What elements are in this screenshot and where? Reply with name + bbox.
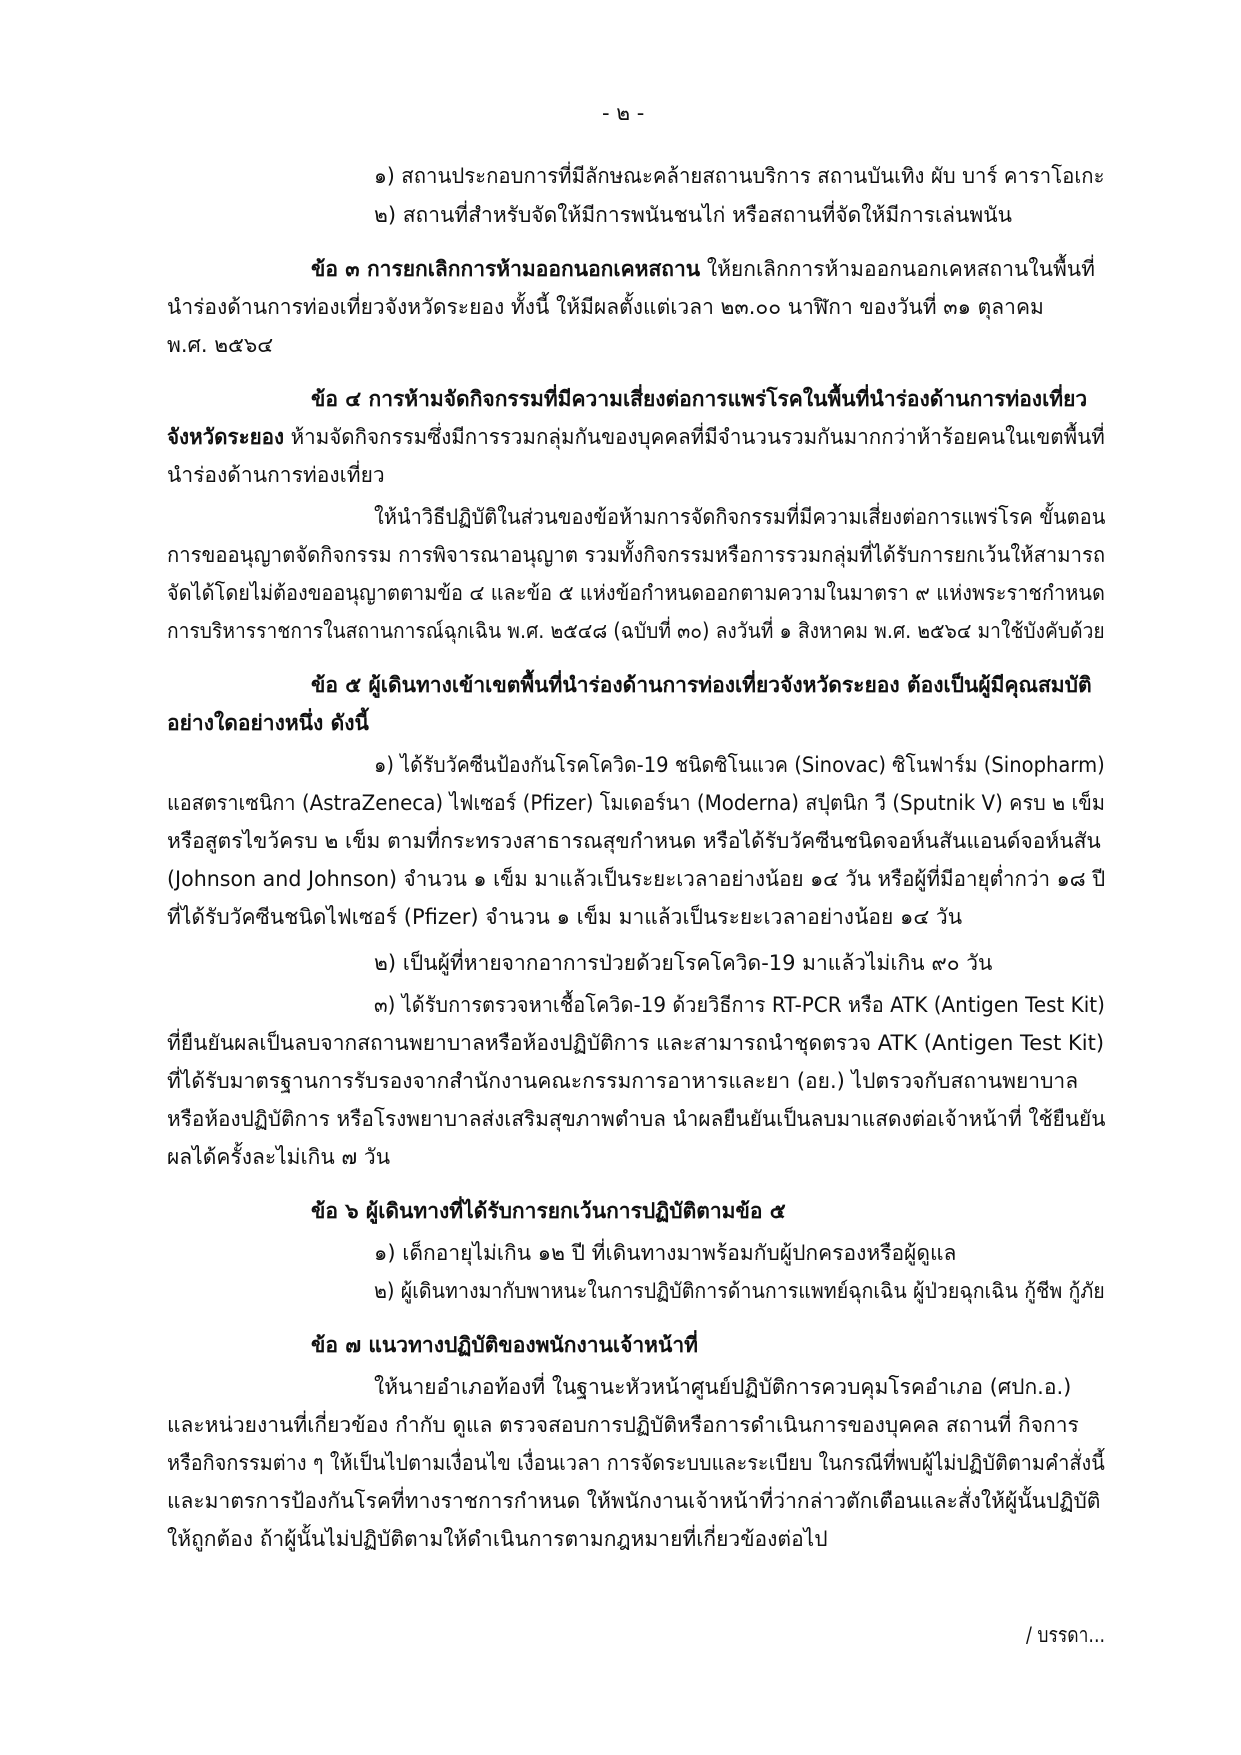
- clause4-para2-line1: ให้นำวิธีปฏิบัติในส่วนของข้อห้ามการจัดกิจกรรมที่มีความเสี่ยงต่อการแพร่โรค ขั้นตอน: [374, 505, 1106, 529]
- clause5-sub1-line2: แอสตราเซนิกา (AstraZeneca) ไฟเซอร์ (Pfizer) โมเดอร์นา (Moderna) สปุตนิก วี (Sputnik V) ครบ ๒ เข็ม: [167, 791, 1105, 815]
- clause3-line1-rest: ให้ยกเลิกการห้ามออกนอกเคหสถานในพื้นที่: [700, 257, 1095, 281]
- clause7-para-line4: และมาตรการป้องกันโรคที่ทางราชการกำหนด ให้พนักงานเจ้าหน้าที่ว่ากล่าวตักเตือนและสั่งให้ผู้นั้นปฏิบัติ: [167, 1489, 1101, 1513]
- page-number: - ๒ -: [602, 101, 645, 125]
- clause4-heading-line1: ข้อ ๔ การห้ามจัดกิจกรรมที่มีความเสี่ยงต่อการแพร่โรคในพื้นที่นำร่องด้านการท่องเที่ยว: [311, 387, 1088, 411]
- clause3-line2: นำร่องด้านการท่องเที่ยวจังหวัดระยอง ทั้งนี้ ให้มีผลตั้งแต่เวลา ๒๓.๐๐ นาฬิกา ของวันที่ ๓๑ ตุลาคม: [167, 295, 1044, 319]
- clause5-sub1-line4: (Johnson and Johnson) จำนวน ๑ เข็ม มาแล้วเป็นระยะเวลาอย่างน้อย ๑๔ วัน หรือผู้ที่มีอายุต่ำกว่า ๑๘ ปี: [167, 867, 1106, 891]
- clause6-sub-1: ๑) เด็กอายุไม่เกิน ๑๒ ปี ที่เดินทางมาพร้อมกับผู้ปกครองหรือผู้ดูแล: [374, 1241, 957, 1265]
- clause7-para-line3: หรือกิจกรรมต่าง ๆ ให้เป็นไปตามเงื่อนไข เงื่อนเวลา การจัดระบบและระเบียบ ในกรณีที่พบผู้ไม่ปฏิบัติตามคำสั่งนี้: [167, 1451, 1105, 1475]
- clause4-line2: [167, 422, 1105, 452]
- clause7-para-line5: ให้ถูกต้อง ถ้าผู้นั้นไม่ปฏิบัติตามให้ดำเนินการตามกฎหมายที่เกี่ยวข้องต่อไป: [167, 1527, 828, 1551]
- clause5-sub2: ๒) เป็นผู้ที่หายจากอาการป่วยด้วยโรคโควิด-19 มาแล้วไม่เกิน ๙๐ วัน: [374, 951, 993, 975]
- clause5-heading-line1: ข้อ ๕ ผู้เดินทางเข้าเขตพื้นที่นำร่องด้านการท่องเที่ยวจังหวัดระยอง ต้องเป็นผู้มีคุณสมบัติ: [311, 673, 1092, 697]
- clause2-sub-1: ๑) สถานประกอบการที่มีลักษณะคล้ายสถานบริการ สถานบันเทิง ผับ บาร์ คาราโอเกะ: [374, 164, 1105, 188]
- clause5-sub1-line3: หรือสูตรไขว้ครบ ๒ เข็ม ตามที่กระทรวงสาธารณสุขกำหนด หรือได้รับวัคซีนชนิดจอห์นสันแอนด์จอห์นสัน: [167, 829, 1101, 853]
- clause5-sub3-line5: ผลได้ครั้งละไม่เกิน ๗ วัน: [167, 1145, 391, 1169]
- clause4-line2-rest: ห้ามจัดกิจกรรมซึ่งมีการรวมกลุ่มกันของบุคคลที่มีจำนวนรวมกันมากกว่าห้าร้อยคนในเขตพื้นที่: [284, 425, 1105, 449]
- clause4-line3: นำร่องด้านการท่องเที่ยว: [167, 463, 385, 487]
- clause2-sub-2: ๒) สถานที่สำหรับจัดให้มีการพนันชนไก่ หรือสถานที่จัดให้มีการเล่นพนัน: [374, 203, 1012, 227]
- clause6-sub-2: ๒) ผู้เดินทางมากับพาหนะในการปฏิบัติการด้านการแพทย์ฉุกเฉิน ผู้ป่วยฉุกเฉิน กู้ชีพ กู้ภัย: [374, 1279, 1105, 1303]
- clause5-sub3-line1: ๓) ได้รับการตรวจหาเชื้อโควิด-19 ด้วยวิธีการ RT-PCR หรือ ATK (Antigen Test Kit): [374, 993, 1105, 1017]
- clause5-sub1-line5: ที่ได้รับวัคซีนชนิดไฟเซอร์ (Pfizer) จำนวน ๑ เข็ม มาแล้วเป็นระยะเวลาอย่างน้อย ๑๔ วัน: [167, 905, 963, 929]
- clause6-heading: ข้อ ๖ ผู้เดินทางที่ได้รับการยกเว้นการปฏิบัติตามข้อ ๕: [311, 1199, 786, 1223]
- clause3-line1: [311, 254, 1095, 284]
- clause5-sub3-line4: หรือห้องปฏิบัติการ หรือโรงพยาบาลส่งเสริมสุขภาพตำบล นำผลยืนยันเป็นลบมาแสดงต่อเจ้าหน้าที่ ใช้ยืนยัน: [167, 1107, 1106, 1131]
- clause4-para2-line4: การบริหารราชการในสถานการณ์ฉุกเฉิน พ.ศ. ๒๕๔๘ (ฉบับที่ ๓๐) ลงวันที่ ๑ สิงหาคม พ.ศ. ๒๕๖๔ มาใช้บังคับด้วย: [167, 619, 1105, 643]
- clause5-sub1-line1: ๑) ได้รับวัคซีนป้องกันโรคโควิด-19 ชนิดซิโนแวค (Sinovac) ซิโนฟาร์ม (Sinopharm): [374, 753, 1105, 777]
- clause5-sub3-line3: ที่ได้รับมาตรฐานการรับรองจากสำนักงานคณะกรรมการอาหารและยา (อย.) ไปตรวจกับสถานพยาบาล: [167, 1069, 1079, 1093]
- clause7-para-line2: และหน่วยงานที่เกี่ยวข้อง กำกับ ดูแล ตรวจสอบการปฏิบัติหรือการดำเนินการของบุคคล สถานที่ กิจการ: [167, 1413, 1079, 1437]
- clause5-sub3-line2: ที่ยืนยันผลเป็นลบจากสถานพยาบาลหรือห้องปฏิบัติการ และสามารถนำชุดตรวจ ATK (Antigen Test Kit): [167, 1031, 1105, 1055]
- clause7-para-line1: ให้นายอำเภอท้องที่ ในฐานะหัวหน้าศูนย์ปฏิบัติการควบคุมโรคอำเภอ (ศปก.อ.): [374, 1375, 1072, 1399]
- clause4-para2-line2: การขออนุญาตจัดกิจกรรม การพิจารณาอนุญาต รวมทั้งกิจกรรมหรือการรวมกลุ่มที่ได้รับการยกเว้นให้สามารถ: [167, 543, 1106, 567]
- clause4-heading-line2: จังหวัดระยอง: [167, 425, 285, 449]
- clause3-line3: พ.ศ. ๒๕๖๔: [167, 333, 274, 357]
- clause3-heading: ข้อ ๓ การยกเลิกการห้ามออกนอกเคหสถาน: [311, 257, 701, 281]
- clause4-para2-line3: จัดได้โดยไม่ต้องขออนุญาตตามข้อ ๔ และข้อ ๕ แห่งข้อกำหนดออกตามความในมาตรา ๙ แห่งพระราชกำหนด: [167, 581, 1105, 605]
- clause5-heading-line2: อย่างใดอย่างหนึ่ง ดังนี้: [167, 711, 369, 735]
- clause7-heading: ข้อ ๗ แนวทางปฏิบัติของพนักงานเจ้าหน้าที่: [311, 1333, 698, 1357]
- continuation-marker: / บรรดา...: [1026, 1623, 1106, 1647]
